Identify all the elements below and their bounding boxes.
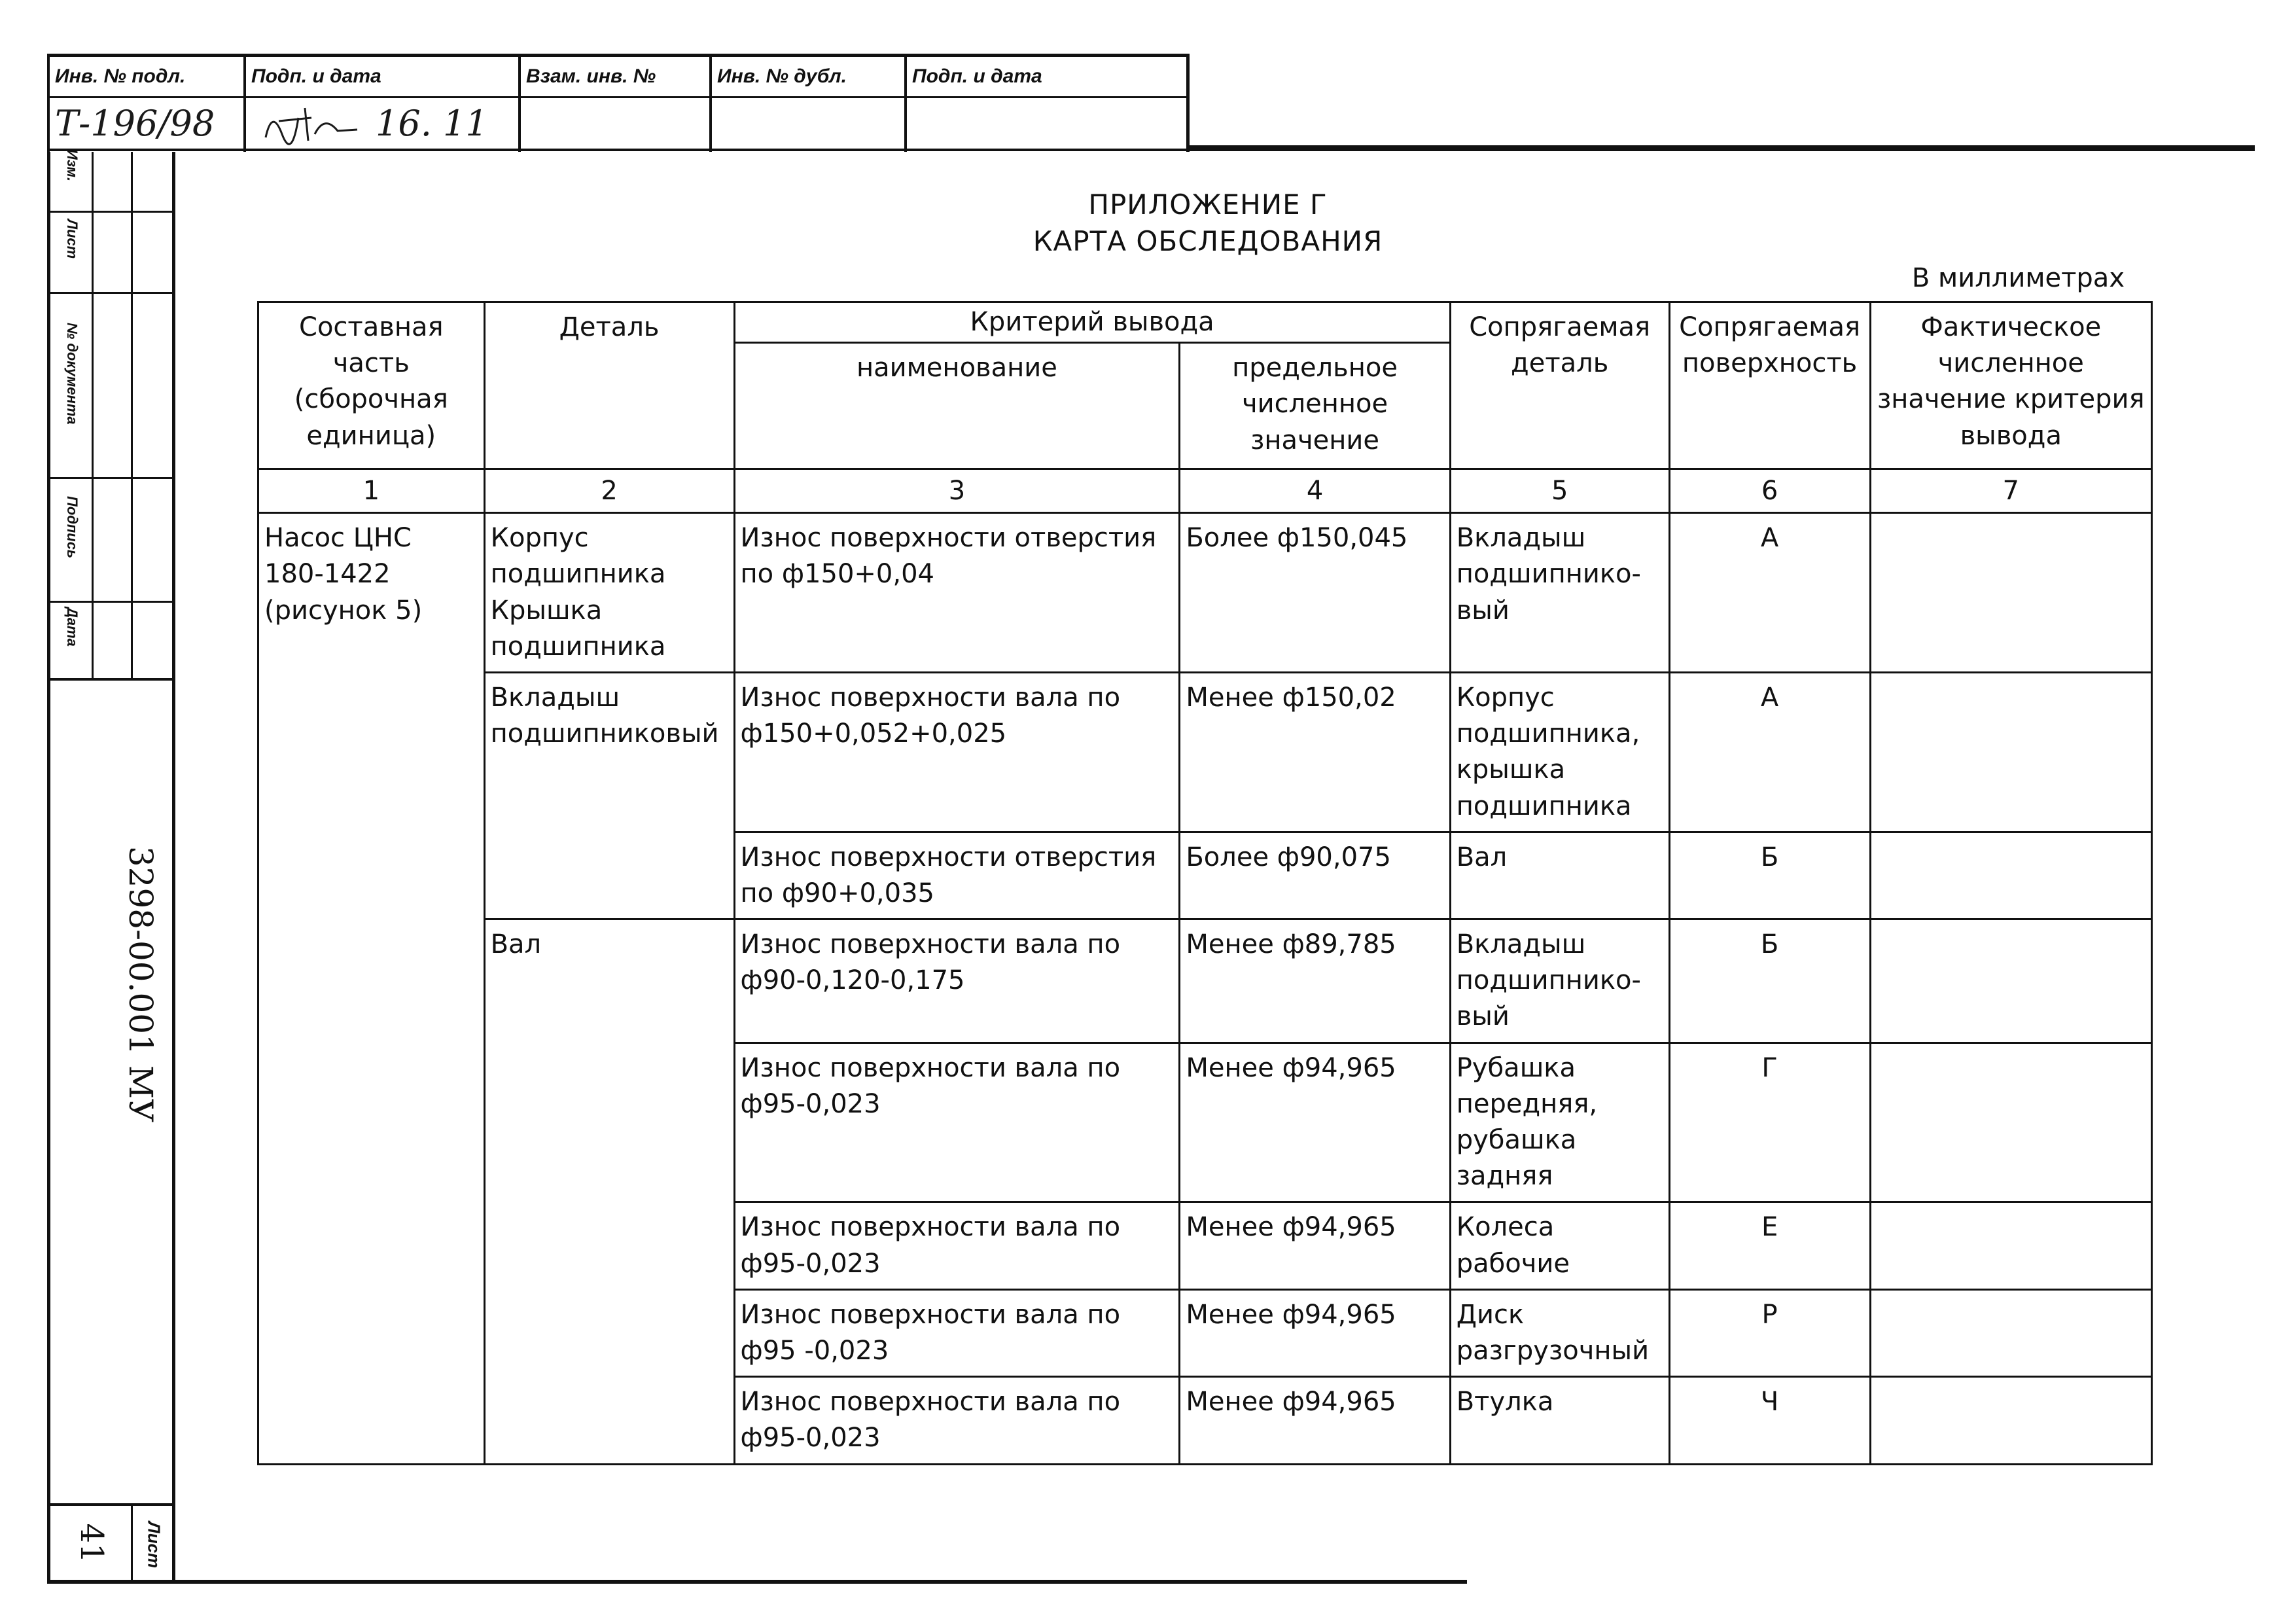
document-code: 3298-00.001 МУ — [122, 846, 160, 1123]
cell-detail: Вкладыш подшипниковый — [484, 672, 734, 919]
side-label-list: Лист — [64, 219, 80, 259]
stamp-value-podp-data — [246, 98, 518, 149]
inspection-table — [257, 301, 2153, 1465]
cell-detail: Вал — [484, 919, 734, 1464]
cell-criterion-limit: Более ф150,045 — [1180, 513, 1450, 673]
cell-actual-value — [1870, 1043, 2151, 1202]
cell-criterion-name: Износ поверхности вала по ф95-0,023 — [734, 1377, 1180, 1464]
cell-unit: Насос ЦНС 180-1422 (рисунок 5) — [258, 513, 485, 1464]
cell-mating-detail: Корпус подшипника, крышка подшипника — [1450, 672, 1669, 832]
cell-mating-surface: Р — [1669, 1289, 1870, 1376]
appendix-title: ПРИЛОЖЕНИЕ Г — [1088, 188, 1328, 221]
signature-icon — [259, 98, 364, 149]
cell-mating-surface: Ч — [1669, 1377, 1870, 1464]
stamp-date: 16. 11 — [376, 103, 488, 144]
header-detail: Деталь — [484, 302, 734, 469]
column-number: 5 — [1450, 469, 1669, 513]
cell-criterion-name: Износ поверхности отверстия по ф150+0,04 — [734, 513, 1180, 673]
cell-mating-surface: Г — [1669, 1043, 1870, 1202]
column-number: 2 — [484, 469, 734, 513]
sheet-label: Лист — [144, 1521, 164, 1569]
cell-criterion-limit: Менее ф150,02 — [1180, 672, 1450, 832]
cell-mating-surface: А — [1669, 513, 1870, 673]
side-label-doc-number: № документа — [64, 323, 80, 425]
cell-mating-detail: Вкладыш подшипнико-вый — [1450, 513, 1669, 673]
table-row — [258, 513, 2152, 673]
cell-actual-value — [1870, 832, 2151, 919]
cell-criterion-limit: Менее ф89,785 — [1180, 919, 1450, 1043]
cell-mating-detail: Диск разгрузочный — [1450, 1289, 1669, 1376]
column-number: 7 — [1870, 469, 2151, 513]
frame-top-border — [1190, 145, 2255, 151]
column-number: 3 — [734, 469, 1180, 513]
cell-criterion-limit: Более ф90,075 — [1180, 832, 1450, 919]
cell-criterion-limit: Менее ф94,965 — [1180, 1043, 1450, 1202]
cell-actual-value — [1870, 1202, 2151, 1289]
stamp-header-inv-podl: Инв. № подл. — [55, 65, 186, 87]
cell-mating-detail: Рубашка передняя, рубашка задняя — [1450, 1043, 1669, 1202]
units-note: В миллиметрах — [1911, 263, 2125, 293]
column-number: 4 — [1180, 469, 1450, 513]
cell-actual-value — [1870, 513, 2151, 673]
column-number: 6 — [1669, 469, 1870, 513]
cell-mating-surface: А — [1669, 672, 1870, 832]
stamp-header-podp-data: Подп. и дата — [251, 65, 381, 87]
cell-mating-surface: Е — [1669, 1202, 1870, 1289]
cell-criterion-limit: Менее ф94,965 — [1180, 1289, 1450, 1376]
cell-mating-detail: Колеса рабочие — [1450, 1202, 1669, 1289]
side-label-data: Дата — [64, 607, 80, 647]
header-row — [258, 302, 2152, 343]
cell-criterion-limit: Менее ф94,965 — [1180, 1377, 1450, 1464]
header-actual-value: Фактическое численное значение критерия вывода — [1870, 302, 2151, 469]
sheet-number: 41 — [73, 1523, 110, 1563]
cell-criterion-name: Износ поверхности вала по ф90-0,120-0,175 — [734, 919, 1180, 1043]
stamp-header-inv-dubl: Инв. № дубл. — [717, 65, 847, 87]
cell-detail: Корпус подшипника Крышка подшипника — [484, 513, 734, 673]
cell-actual-value — [1870, 919, 2151, 1043]
cell-actual-value — [1870, 1289, 2151, 1376]
header-criterion-name: наименование — [734, 343, 1180, 469]
header-criterion: Критерий вывода — [734, 302, 1450, 343]
cell-mating-surface: Б — [1669, 919, 1870, 1043]
side-label-podpis: Подпись — [64, 496, 80, 559]
cell-mating-surface: Б — [1669, 832, 1870, 919]
cell-criterion-limit: Менее ф94,965 — [1180, 1202, 1450, 1289]
cell-mating-detail: Втулка — [1450, 1377, 1669, 1464]
cell-criterion-name: Износ поверхности вала по ф95-0,023 — [734, 1202, 1180, 1289]
stamp-value-inv-podl: Т-196/98 — [55, 103, 215, 144]
side-label-izm: Изм. — [64, 149, 80, 182]
cell-criterion-name: Износ поверхности отверстия по ф90+0,035 — [734, 832, 1180, 919]
table-row — [258, 919, 2152, 1043]
header-criterion-limit: предельное численное значение — [1180, 343, 1450, 469]
stamp-header-podp-data-2: Подп. и дата — [912, 65, 1042, 87]
cell-actual-value — [1870, 1377, 2151, 1464]
card-title: КАРТА ОБСЛЕДОВАНИЯ — [1033, 225, 1383, 257]
stamp-header-vzam-inv: Взам. инв. № — [526, 65, 656, 87]
table-row — [258, 672, 2152, 832]
header-unit: Составная часть (сборочная единица) — [258, 302, 485, 469]
cell-mating-detail: Вал — [1450, 832, 1669, 919]
cell-criterion-name: Износ поверхности вала по ф95-0,023 — [734, 1043, 1180, 1202]
header-mating-surface: Сопрягаемая поверхность — [1669, 302, 1870, 469]
cell-mating-detail: Вкладыш подшипнико-вый — [1450, 919, 1669, 1043]
header-mating-detail: Сопрягаемая деталь — [1450, 302, 1669, 469]
column-numbers-row — [258, 469, 2152, 513]
cell-criterion-name: Износ поверхности вала по ф150+0,052+0,025 — [734, 672, 1180, 832]
column-number: 1 — [258, 469, 485, 513]
cell-actual-value — [1870, 672, 2151, 832]
cell-criterion-name: Износ поверхности вала по ф95 -0,023 — [734, 1289, 1180, 1376]
